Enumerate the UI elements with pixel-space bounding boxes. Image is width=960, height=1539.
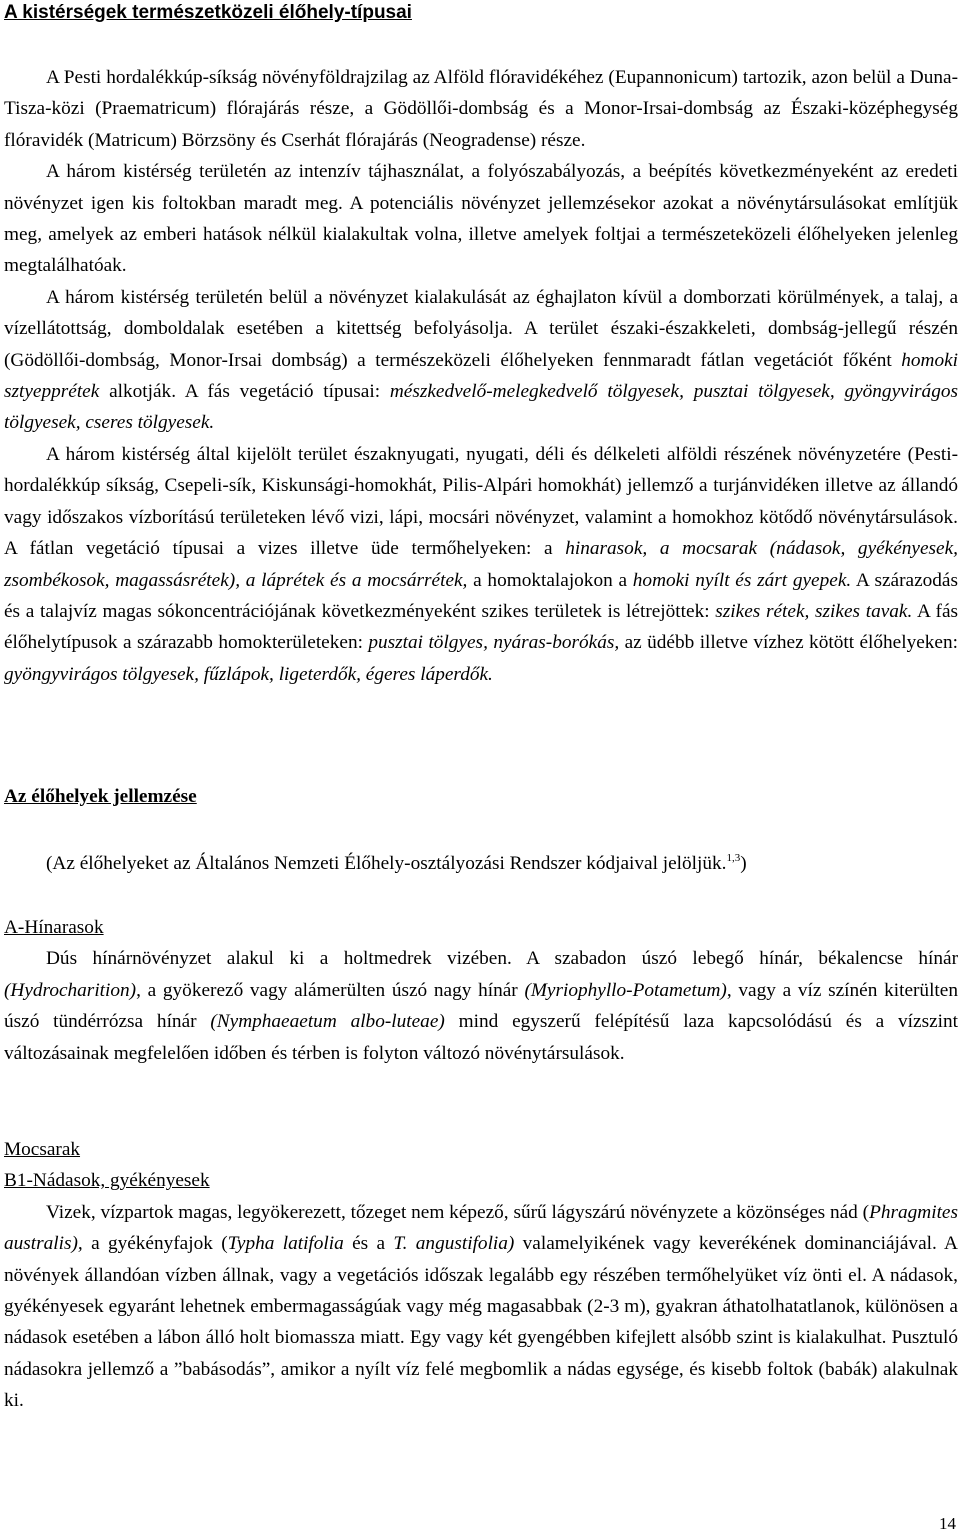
paragraph-1: A Pesti hordalékkúp-síkság növényföldrajzilag az Alföld flóravidékéhez (Eupannonicum) tartozik, azon belül a Duna-Tisza-közi (Praematricum) flórajárás része, a Gödöllői-dombság és a Monor-Irsai-dombság az Északi-középhegység flóravidék (Matricum) Börzsöny és Cserhát flórajárás (Neogradense) része. (4, 67, 958, 151)
paragraph-4: A három kistérség által kijelölt terület északnyugati, nyugati, déli és délkeleti alföldi részének növényzetére (Pesti-hordalékkúp síkság, Csepeli-sík, Kiskunsági-homokhát, Pilis-Alpári homokhát) jellemző a turjánvidéken illetve az állandó vagy időszakos vízborítású területeken lévő vizi, lápi, mocsári növényzet, valamint a homokhoz kötődő növénytársulások. A fátlan vegetáció típusai a vizes illetve üde termőhelyeken: a hinarasok, a mocsarak (nádasok, gyékényesek, zsombékosok, magassásrétek), a láprétek és a mocsárrétek, a homoktalajokon a homoki nyílt és zárt gyepek. A szárazodás és a talajvíz magas sókoncentrációjának következményeként szikes területek is létrejöttek: szikes rétek, szikes tavak. A fás élőhelytípusok a szárazabb homokterületeken: pusztai tölgyes, nyáras-borókás, az üdébb illetve vízhez kötött élőhelyeken: gyöngyvirágos tölgyesek, fűzlápok, ligeterdők, égeres láperdők. (4, 443, 959, 685)
page-title: A kistérségek természetközeli élőhely-típusai (4, 2, 412, 23)
paragraph-6: Vizek, vízpartok magas, legyökerezett, tőzeget nem képező, sűrű lágyszárú növényzete a közönséges nád (Phragmites australis), a gyékényfajok (Typha latifolia és a T. angustifolia) valamelyikének vagy keverékének dominanciájával. A növények állandóan vízben állnak, vagy a vegetációs időszak legalább egy részében termőhelyüket víz önti el. A nádasok, gyékényesek egyaránt lehetnek embermagasságúak vagy még magasabbak (2-3 m), gyakran áthatolhatatlanok, különösen a nádasok esetében a lábon álló holt biomassza miatt. Egy vagy két gyengébben kifejlett alsóbb szint is kialakulhat. Pusztuló nádasokra jellemző a ”babásodás”, amikor a nyílt víz felé megbomlik a nádas egysége, és kisebb foltok (babák) alakulnak ki. (4, 1201, 958, 1412)
section-habitat-description (4, 786, 958, 808)
paragraph-5: Dús hínárnövényzet alakul ki a holtmedrek vizében. A szabadon úszó lebegő hínár, békalencse hínár (Hydrocharition), a gyökerező vagy alámerülten úszó nagy hínár (Myriophyllo-Potametum), vagy a víz színén kiterülten úszó tündérrózsa hínár (Nymphaeaetum albo-luteae) mind egyszerű felépítésű laza kapcsolódású és a vízszint változásainak megfelelően időben és térben is folyton változó növénytársulások. (4, 948, 958, 1064)
intro-section (4, 62, 958, 690)
section-hinarasok (4, 912, 958, 1069)
subheading-mocsarak: Mocsarak (4, 1139, 81, 1160)
footnote-ref: 1,3 (726, 852, 741, 864)
subheading-b1: B1-Nádasok, gyékényesek (4, 1170, 210, 1192)
classification-note (4, 848, 958, 879)
paragraph-3: A három kistérség területén belül a növényzet kialakulását az éghajlaton kívül a domborzati körülmények, a talaj, a vízellátottság, domboldalak esetében a kitettség befolyásolja. A terület északi-északkeleti, dombság-jellegű részén (Gödöllői-dombság, Monor-Irsai dombság) a természeközeli élőhelyeken fennmaradt fátlan vegetációt főként homoki sztyepprétek alkotják. A fás vegetáció típusai: mészkedvelő-melegkedvelő tölgyesek, pusztai tölgyesek, gyöngyvirágos tölgyesek, cseres tölgyesek. (4, 286, 958, 434)
subheading-hinarasok: A-Hínarasok (4, 917, 104, 938)
section-mocsarak (4, 1134, 958, 1417)
page-number: 14 (939, 1514, 956, 1533)
paragraph-2: A három kistérség területén az intenzív tájhasználat, a folyószabályozás, a beépítés következményeként az eredeti növényzet igen kis foltokban maradt meg. A potenciális növényzet jellemzésekor azokat a növénytársulásokat említjük meg, amelyek az emberi hatások nélkül kialakultak volna, illetve amelyek foltjai a természeteközeli élőhelyeken jelenleg megtalálhatóak. (4, 161, 958, 277)
note-paragraph: (Az élőhelyeket az Általános Nemzeti Élőhely-osztályozási Rendszer kódjaival jelöljük.$^{1,3}$) (46, 852, 747, 874)
section-heading: Az élőhelyek jellemzése (4, 786, 197, 807)
